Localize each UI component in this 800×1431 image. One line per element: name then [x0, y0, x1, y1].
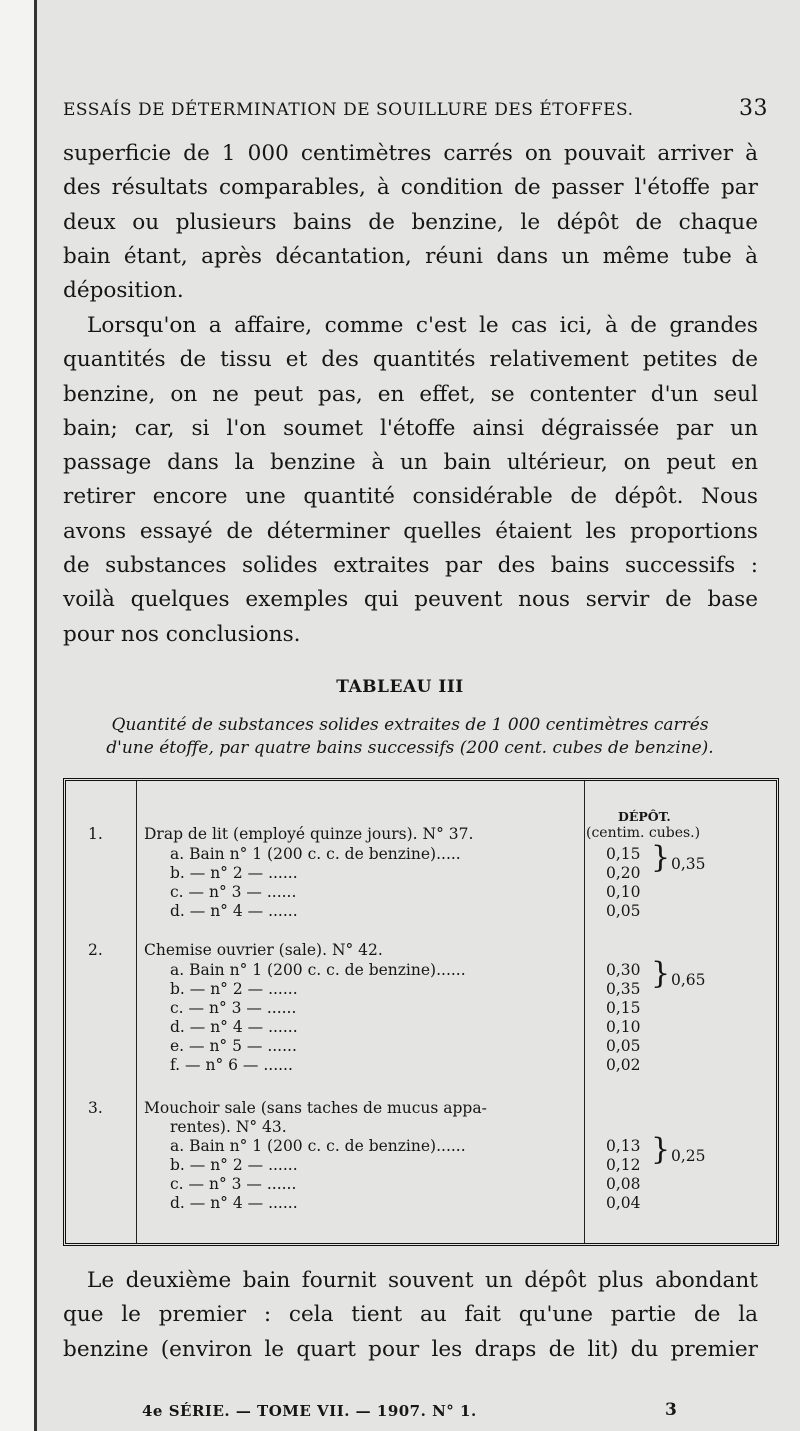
- column-divider: [584, 781, 585, 1243]
- text-line: voilà quelques exemples qui peuvent nous servir de base: [63, 587, 758, 613]
- row-value: 0,15: [606, 845, 641, 863]
- column-divider: [136, 781, 137, 1243]
- row-value: 0,08: [606, 1175, 641, 1193]
- text-line: retirer encore une quantité considérable de dépôt. Nous: [63, 484, 758, 510]
- brace: }: [651, 840, 671, 875]
- table-caption: Quantité de substances solides extraites de 1 000 centimètres carrés: [111, 715, 709, 735]
- table-title: TABLEAU III: [336, 677, 464, 697]
- row-value: 0,12: [606, 1156, 641, 1174]
- column-header: DÉPÔT.: [618, 809, 671, 824]
- text-line: Le deuxième bain fournit souvent un dépôt plus abondant: [87, 1268, 758, 1293]
- row-label: c. — n° 3 — ......: [170, 883, 297, 901]
- footer-series: 4e SÉRIE. — TOME VII. — 1907. N° 1.: [142, 1402, 477, 1420]
- text-line: pour nos conclusions.: [63, 621, 301, 647]
- table-caption: d'une étoffe, par quatre bains successifs (200 cent. cubes de benzine).: [106, 738, 714, 758]
- row-value: 0,10: [606, 883, 641, 901]
- row-label: a. Bain n° 1 (200 c. c. de benzine).....: [170, 845, 461, 863]
- row-label: d. — n° 4 — ......: [170, 902, 298, 920]
- row-value: 0,05: [606, 902, 641, 920]
- paragraph-1: [63, 137, 758, 308]
- text-line: déposition.: [63, 278, 184, 304]
- row-label: a. Bain n° 1 (200 c. c. de benzine)......: [170, 961, 466, 979]
- footer-signature: 3: [665, 1400, 677, 1420]
- text-line: de substances solides extraites par des bains successifs :: [63, 553, 758, 579]
- data-table: [63, 778, 779, 1246]
- text-line: des résultats comparables, à condition de passer l'étoffe par: [63, 175, 758, 201]
- text-line: bain étant, après décantation, réuni dans un même tube à: [63, 243, 758, 269]
- row-label: f. — n° 6 — ......: [170, 1056, 293, 1074]
- text-line: Lorsqu'on a affaire, comme c'est le cas ici, à de grandes: [87, 313, 758, 338]
- row-value: 0,13: [606, 1137, 641, 1155]
- group-total: 0,35: [671, 855, 706, 873]
- text-line: deux ou plusieurs bains de benzine, le dépôt de chaque: [63, 209, 758, 235]
- row-label: c. — n° 3 — ......: [170, 999, 297, 1017]
- text-line: benzine, on ne peut pas, en effet, se contenter d'un seul: [63, 381, 758, 407]
- group-title-continued: rentes). N° 43.: [170, 1118, 287, 1136]
- page-gutter: [0, 0, 37, 1431]
- row-label: e. — n° 5 — ......: [170, 1037, 297, 1055]
- text-line: bain; car, si l'on soumet l'étoffe ainsi dégraissée par un: [63, 415, 758, 441]
- group-total: 0,65: [671, 971, 706, 989]
- group-title: Chemise ouvrier (sale). N° 42.: [144, 941, 383, 959]
- group-number: 1.: [88, 825, 103, 843]
- text-line: benzine (environ le quart pour les draps de lit) du premier: [63, 1336, 758, 1362]
- text-line: avons essayé de déterminer quelles étaient les proportions: [63, 518, 758, 544]
- running-header: [63, 96, 768, 121]
- group-total: 0,25: [671, 1147, 706, 1165]
- row-value: 0,35: [606, 980, 641, 998]
- paragraph-2: [63, 309, 758, 652]
- row-label: b. — n° 2 — ......: [170, 1156, 298, 1174]
- page-number: 33: [739, 96, 768, 121]
- row-value: 0,30: [606, 961, 641, 979]
- text-line: superficie de 1 000 centimètres carrés on pouvait arriver à: [63, 141, 758, 166]
- text-line: que le premier : cela tient au fait qu'une partie de la: [63, 1302, 758, 1328]
- row-value: 0,10: [606, 1018, 641, 1036]
- row-label: b. — n° 2 — ......: [170, 980, 298, 998]
- row-label: b. — n° 2 — ......: [170, 864, 298, 882]
- running-title: ESSAÍS DE DÉTERMINATION DE SOUILLURE DES ÉTOFFES.: [63, 100, 634, 120]
- row-value: 0,04: [606, 1194, 641, 1212]
- row-value: 0,20: [606, 864, 641, 882]
- row-value: 0,15: [606, 999, 641, 1017]
- group-title: Drap de lit (employé quinze jours). N° 37.: [144, 825, 474, 843]
- text-line: quantités de tissu et des quantités relativement petites de: [63, 347, 758, 373]
- group-title: Mouchoir sale (sans taches de mucus appa-: [144, 1099, 487, 1117]
- row-label: d. — n° 4 — ......: [170, 1018, 298, 1036]
- row-value: 0,02: [606, 1056, 641, 1074]
- group-number: 3.: [88, 1099, 103, 1117]
- row-label: d. — n° 4 — ......: [170, 1194, 298, 1212]
- row-value: 0,05: [606, 1037, 641, 1055]
- paragraph-3: [63, 1264, 758, 1367]
- group-number: 2.: [88, 941, 103, 959]
- brace: }: [651, 1132, 671, 1167]
- row-label: c. — n° 3 — ......: [170, 1175, 297, 1193]
- brace: }: [651, 956, 671, 991]
- row-label: a. Bain n° 1 (200 c. c. de benzine)......: [170, 1137, 466, 1155]
- text-line: passage dans la benzine à un bain ultérieur, on peut en: [63, 450, 758, 476]
- column-header-unit: (centim. cubes.): [586, 825, 701, 841]
